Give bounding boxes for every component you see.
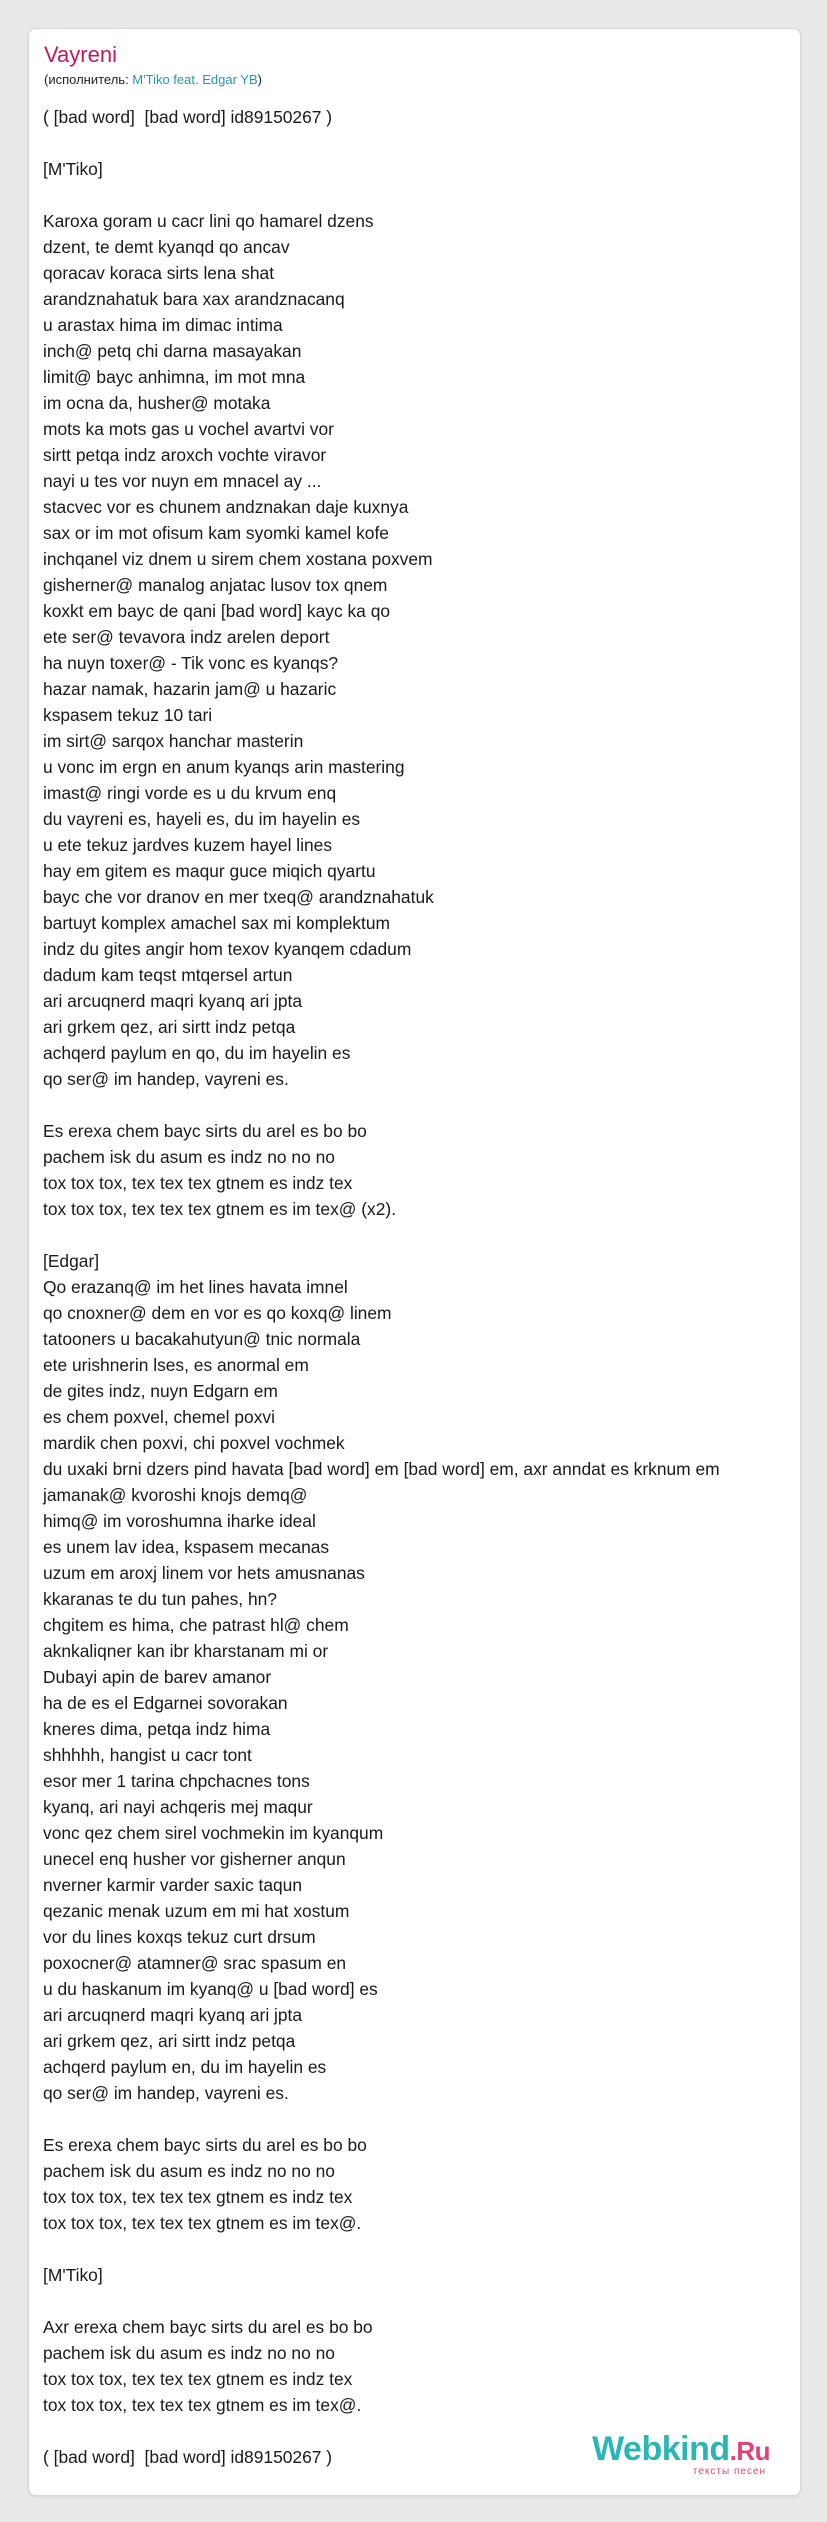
- lyrics-text: ( [bad word] [bad word] id89150267 ) [M'Tiko] Karoxa goram u cacr lini qo hamarel dzens dzent, te demt kyanqd qo ancav qoracav koraca sirts lena shat arandznahatuk bara xax arandznacanq u arastax hima im dimac intima inch@ petq chi darna masayakan limit@ bayc anhimna, im mot mna im ocna da, husher@ motaka mots ka mots gas u vochel avartvi vor sirtt petqa indz aroxch vochte viravor nayi u tes vor nuyn em mnacel ay ... stacvec vor es chunem andznakan daje kuxnya sax or im mot ofisum kam syomki kamel kofe inchqanel viz dnem u sirem chem xostana poxvem gisherner@ manalog anjatac lusov tox qnem koxkt em bayc de qani [bad word] kayc ka qo ete ser@ tevavora indz arelen deport ha nuyn toxer@ - Tik vonc es kyanqs? hazar namak, hazarin jam@ u hazaric kspasem tekuz 10 tari im sirt@ sarqox hanchar masterin u vonc im ergn en anum kyanqs arin mastering imast@ ringi vorde es u du krvum enq du vayreni es, hayeli es, du im hayelin es u ete tekuz jardves kuzem hayel lines hay em gitem es maqur guce miqich qyartu bayc che vor dranov en mer txeq@ arandznahatuk bartuyt komplex amachel sax mi komplektum indz du gites angir hom texov kyanqem cdadum dadum kam teqst mtqersel artun ari arcuqnerd maqri kyanq ari jpta ari grkem qez, ari sirtt indz petqa achqerd paylum en qo, du im hayelin es qo ser@ im handep, vayreni es. Es erexa chem bayc sirts du arel es bo bo pachem isk du asum es indz no no no tox tox tox, tex tex tex gtnem es indz tex tox tox tox, tex tex tex gtnem es im tex@ (x2). [Edgar] Qo erazanq@ im het lines havata imnel qo cnoxner@ dem en vor es qo koxq@ linem tatooners u bacakahutyun@ tnic normala ete urishnerin lses, es anormal em de gites indz, nuyn Edgarn em es chem poxvel, chemel poxvi mardik chen poxvi, chi poxvel vochmek du uxaki brni dzers pind havata [bad word] em [bad word] em, axr anndat es krknum em jamanak@ kvoroshi knojs demq@ himq@ im voroshumna iharke ideal es unem lav idea, kspasem mecanas uzum em aroxj linem vor hets amusnanas kkaranas te du tun pahes, hn? chgitem es hima, che patrast hl@ chem aknkaliqner kan ibr kharstanam mi or Dubayi apin de barev amanor ha de es el Edgarnei sovorakan kneres dima, petqa indz hima shhhhh, hangist u cacr tont esor mer 1 tarina chpchacnes tons kyanq, ari nayi achqeris mej maqur vonc qez chem sirel vochmekin im kyanqum unecel enq husher vor gisherner anqun nverner karmir varder saxic taqun qezanic menak uzum em mi hat xostum vor du lines koxqs tekuz curt drsum poxocner@ atamner@ srac spasum en u du haskanum im kyanq@ u [bad word] es ari arcuqnerd maqri kyanq ari jpta ari grkem qez, ari sirtt indz petqa achqerd paylum en, du im hayelin es qo ser@ im handep, vayreni es. Es erexa chem bayc sirts du arel es bo bo pachem isk du asum es indz no no no tox tox tox, tex tex tex gtnem es indz tex tox tox tox, tex tex tex gtnem es im tex@. [M'Tiko] Axr erexa chem bayc sirts du arel es bo bo pachem isk du asum es indz no no no tox tox tox, tex tex tex gtnem es indz tex tox tox tox, tex tex tex gtnem es im tex@. ( [bad word] [bad word] id89150267 ): [43, 107, 720, 2467]
- song-meta: [44, 71, 262, 88]
- logo-tagline: тексты песен: [692, 2466, 766, 2477]
- meta-prefix: (исполнитель:: [44, 72, 133, 87]
- site-logo[interactable]: [592, 2432, 770, 2477]
- lyrics-card: [28, 28, 801, 2496]
- song-header: [44, 41, 262, 88]
- logo-wordmark: [592, 2432, 770, 2468]
- logo-text: Webkind: [592, 2430, 730, 2468]
- logo-tld: .Ru: [729, 2436, 770, 2466]
- song-title: Vayreni: [44, 42, 117, 67]
- meta-suffix: ): [257, 72, 262, 87]
- artist-link[interactable]: M'Tiko feat. Edgar YB: [132, 72, 258, 87]
